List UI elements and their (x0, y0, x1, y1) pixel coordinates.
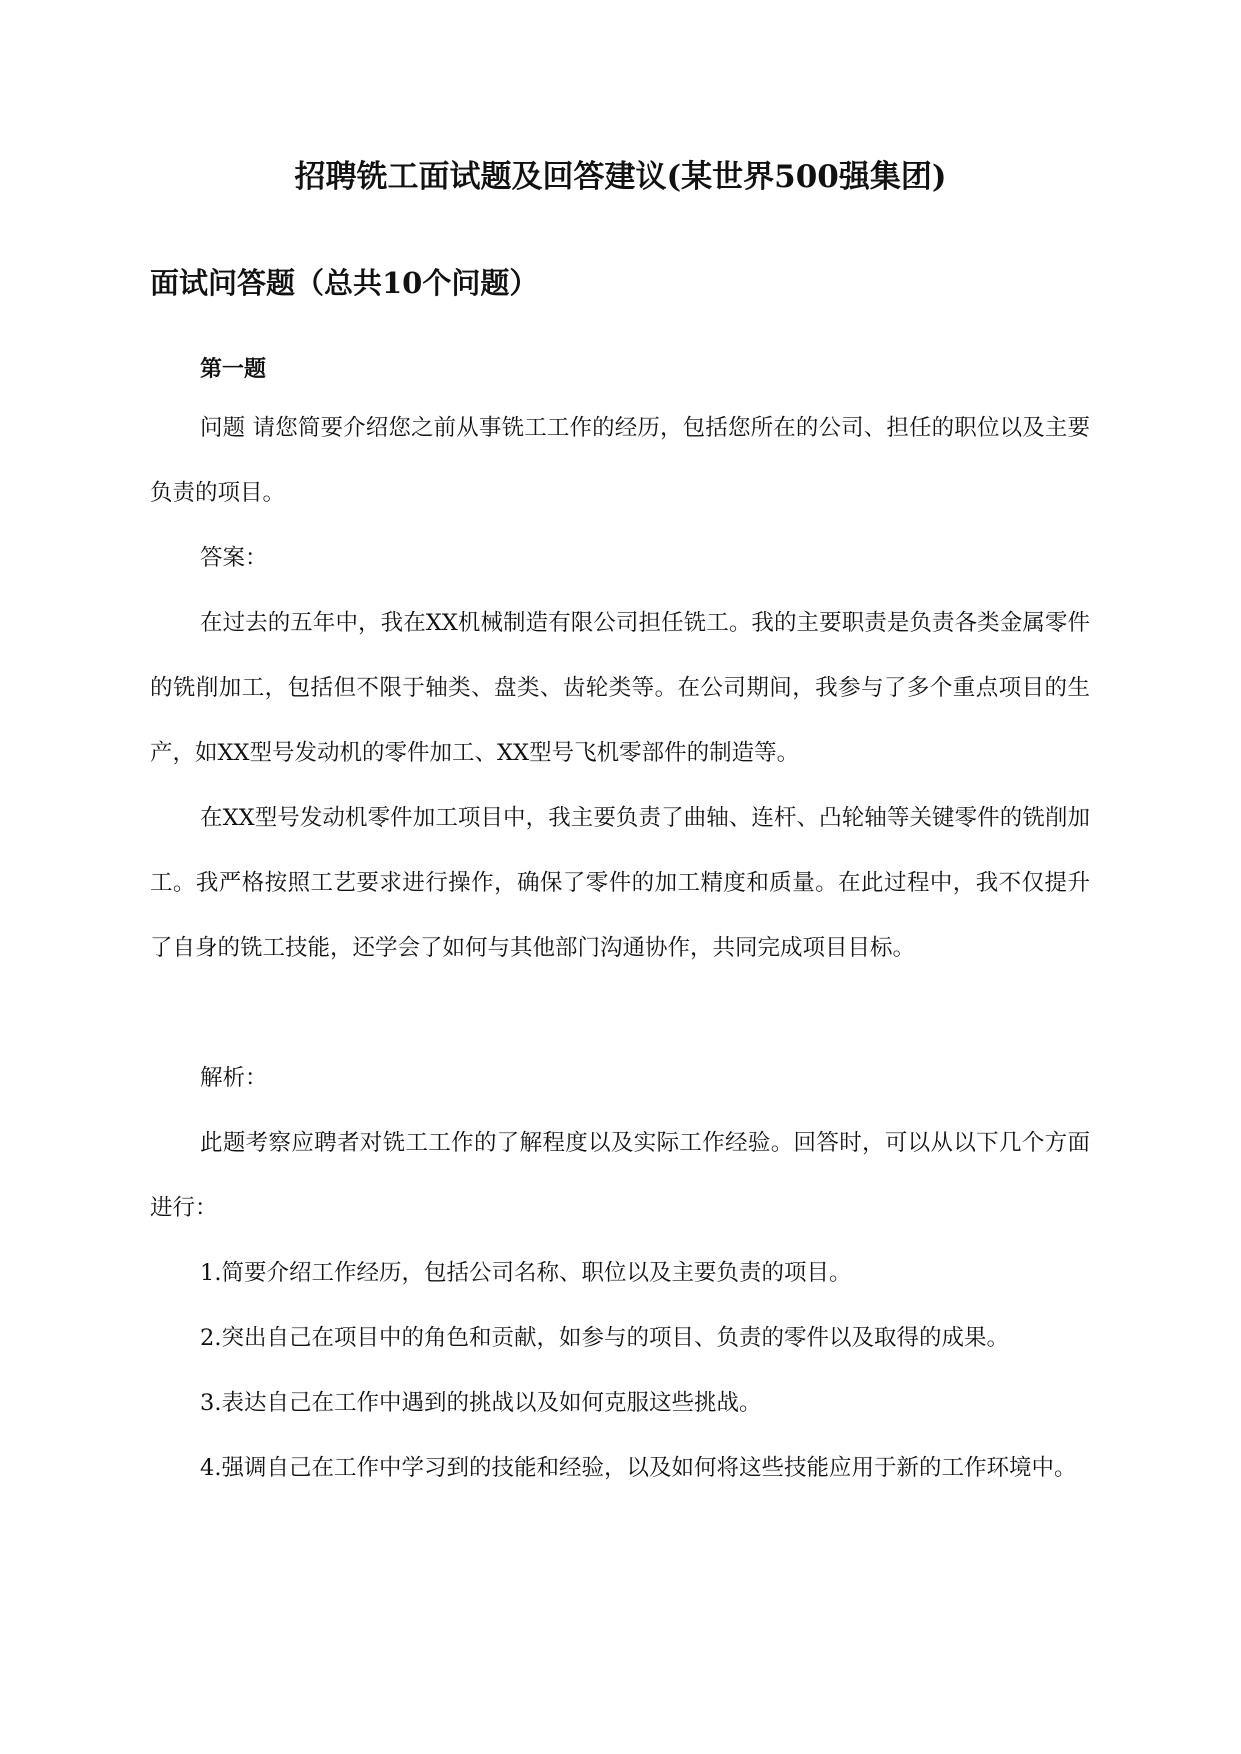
list-item: 3.表达自己在工作中遇到的挑战以及如何克服这些挑战。 (200, 1390, 762, 1416)
document-title: 招聘铣工面试题及回答建议(某世界500强集团) (294, 159, 947, 195)
answer-paragraph: 在XX型号发动机零件加工项目中，我主要负责了曲轴、连杆、凸轮轴等关键零件的铣削加工。我严格按照工艺要求进行操作，确保了零件的加工精度和质量。在此过程中，我不仅提升了自身的铣工技能，还学会了如何与其他部门沟通协作，共同完成项目目标。 (150, 805, 1090, 961)
answer-label: 答案： (200, 545, 268, 571)
list-item: 4.强调自己在工作中学习到的技能和经验，以及如何将这些技能应用于新的工作环境中。 (200, 1455, 1077, 1481)
list-item: 2.突出自己在项目中的角色和贡献，如参与的项目、负责的零件以及取得的成果。 (200, 1325, 1009, 1351)
list-item: 1.简要介绍工作经历，包括公司名称、职位以及主要负责的项目。 (200, 1260, 852, 1286)
analysis-paragraph: 此题考察应聘者对铣工工作的了解程度以及实际工作经验。回答时，可以从以下几个方面进行： (150, 1130, 1090, 1221)
section-heading: 面试问答题（总共10个问题） (150, 266, 539, 300)
question-paragraph: 问题 请您简要介绍您之前从事铣工工作的经历，包括您所在的公司、担任的职位以及主要负责的项目。 (150, 415, 1090, 506)
answer-paragraph: 在过去的五年中，我在XX机械制造有限公司担任铣工。我的主要职责是负责各类金属零件的铣削加工，包括但不限于轴类、盘类、齿轮类等。在公司期间，我参与了多个重点项目的生产，如XX型号发动机的零件加工、XX型号飞机零部件的制造等。 (150, 610, 1090, 766)
analysis-label: 解析： (200, 1065, 268, 1091)
question-heading: 第一题 (200, 356, 267, 382)
